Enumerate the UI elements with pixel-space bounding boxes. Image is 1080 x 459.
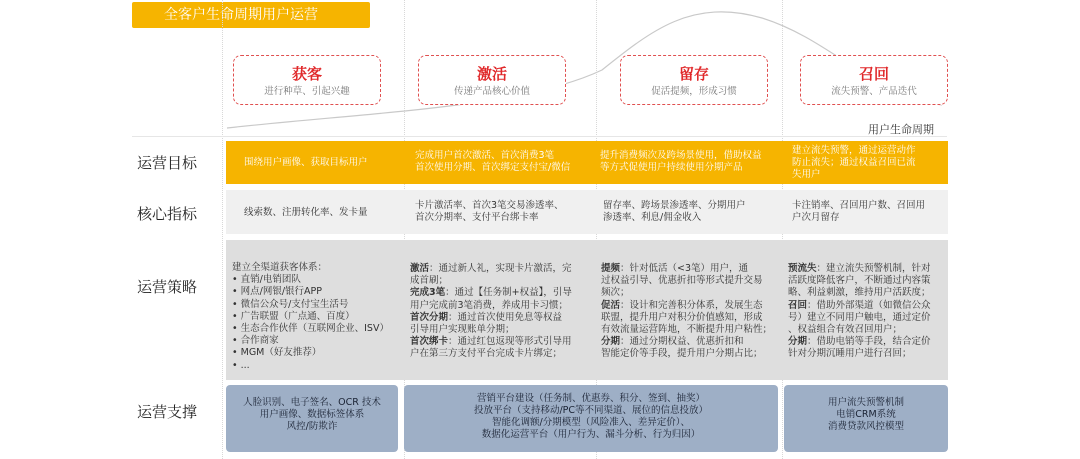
support-line: 消费贷款风控模型 — [827, 421, 904, 432]
goal-line: 等方式促使用户持续使用分期产品 — [600, 162, 743, 173]
goal-line: 失用户 — [792, 169, 821, 180]
stage-subtitle: 进行种草、引起兴趣 — [264, 86, 350, 97]
support-box-acquire — [226, 385, 398, 452]
strategy-block — [788, 263, 948, 275]
stage-recall — [800, 55, 948, 105]
strategy-key: 召回 — [788, 299, 808, 311]
support-line: 用户画像、数据标签体系 — [259, 409, 365, 420]
strategy-block — [410, 263, 595, 275]
strategy-line: 号）建立不同用户触电，通过定价 — [788, 311, 931, 323]
channel-item: • 网点/网银/银行APP — [232, 286, 402, 298]
strategy-line: ：借助外部渠道（如微信公众 — [807, 299, 931, 311]
strategy-key: 首次绑卡 — [410, 336, 449, 348]
strategy-line: 频次； — [601, 287, 630, 299]
strategy-cell-acquire — [232, 262, 402, 372]
channel-item: • 合作商家 — [232, 335, 402, 347]
metric-cell — [603, 200, 781, 224]
metric-cell — [415, 200, 595, 224]
strategy-cell-recall — [788, 263, 948, 361]
support-line: 电销CRM系统 — [836, 409, 896, 420]
strategy-block — [601, 336, 781, 348]
row-label-support: 运营支撑 — [137, 403, 198, 421]
goal-cell — [244, 157, 399, 169]
support-box-activate-retain — [404, 385, 778, 452]
strategy-block — [788, 336, 948, 348]
support-line: 营销平台建设（任务制、优惠券、积分、签到、抽奖） — [476, 393, 705, 404]
strategy-line: ：通过红包返现等形式引导用 — [448, 336, 572, 348]
strategy-line: ：通过分期权益、优惠折扣和 — [620, 336, 744, 348]
row-label-metric: 核心指标 — [137, 205, 198, 223]
stage-retain — [620, 55, 768, 105]
support-box-recall — [784, 385, 948, 452]
strategy-key: 首次分期 — [410, 311, 449, 323]
strategy-block — [601, 263, 781, 275]
channel-item: • 直销/电销团队 — [232, 274, 402, 286]
strategy-key: 分期 — [601, 336, 621, 348]
metric-line: 户次月留存 — [792, 212, 840, 223]
strategy-heading: 建立全渠道获客体系： — [232, 262, 328, 273]
strategy-cell-retain — [601, 263, 781, 361]
strategy-line: ：借助电销等手段，结合定价 — [807, 336, 931, 348]
strategy-block — [788, 300, 948, 312]
channel-item: • ... — [232, 360, 402, 372]
channel-list — [232, 274, 402, 372]
goal-line: 提升消费频次及跨场景使用，借助权益 — [600, 150, 762, 161]
stage-acquire — [233, 55, 381, 105]
strategy-key: 促活 — [601, 299, 621, 311]
stage-activate — [418, 55, 566, 105]
strategy-block — [410, 336, 595, 348]
strategy-line: ：通过新人礼，实现卡片激活，完 — [429, 263, 572, 274]
strategy-line: 、权益组合有效召回用户； — [788, 324, 903, 336]
support-line: 投放平台（支持移动/PC等不同渠道、展位的信息投放） — [473, 405, 709, 416]
stage-subtitle: 传递产品核心价值 — [453, 86, 530, 97]
channel-item: • MGM（好友推荐） — [232, 347, 402, 359]
strategy-key: 完成3笔 — [410, 287, 446, 299]
row-label-strategy: 运营策略 — [137, 278, 198, 296]
stage-subtitle: 促活提频，形成习惯 — [651, 86, 737, 97]
metric-cell — [244, 207, 399, 219]
channel-item: • 微信公众号/支付宝生活号 — [232, 299, 402, 311]
metric-cell — [792, 200, 947, 224]
metric-line: 留存率、跨场景渗透率、分期用户 — [603, 200, 746, 211]
row-label-goal: 运营目标 — [137, 154, 198, 172]
strategy-line: 成首刷； — [410, 275, 449, 287]
strategy-line: 引导用户实现账单分期； — [410, 324, 515, 336]
metric-line: 卡注销率、召回用户数、召回用 — [792, 200, 926, 211]
diagram-title: 全客户生命周期用户运营 — [132, 2, 370, 28]
channel-item: • 生态合作伙伴（互联网企业、ISV） — [232, 323, 402, 335]
support-line: 用户流失预警机制 — [827, 397, 904, 408]
goal-line: 防止流失；通过权益召回已流 — [792, 157, 916, 168]
support-text — [226, 397, 398, 433]
strategy-line: 略、利益刺激，维持用户活跃度； — [788, 287, 931, 299]
goal-line: 围绕用户画像、获取目标用户 — [244, 157, 368, 168]
support-line: 智能化调额/分期模型（风险准入、差异定价）、 — [492, 417, 690, 428]
stage-name: 召回 — [858, 65, 889, 83]
strategy-key: 预流失 — [788, 263, 817, 274]
strategy-line: 针对分期沉睡用户进行召回； — [788, 348, 912, 360]
goal-cell — [600, 150, 780, 174]
strategy-line: 智能定价等手段，提升用户分期占比； — [601, 348, 763, 360]
support-line: 数据化运营平台（用户行为、漏斗分析、行为归因） — [481, 429, 701, 440]
stage-subtitle: 流失预警、产品迭代 — [831, 86, 917, 97]
strategy-line: 联盟，提升用户对积分价值感知，形成 — [601, 311, 763, 323]
goal-line: 建立流失预警，通过运营动作 — [792, 145, 916, 156]
goal-cell — [792, 145, 947, 181]
strategy-line: ：通过【任务制+权益】，引导 — [445, 287, 572, 299]
strategy-key: 分期 — [788, 336, 808, 348]
goal-cell — [415, 150, 595, 174]
strategy-key: 提频 — [601, 263, 621, 274]
stage-name: 获客 — [291, 65, 322, 83]
stage-name: 激活 — [476, 65, 507, 83]
support-text — [404, 393, 778, 441]
channel-item: • 广告联盟（广点通、百度） — [232, 311, 402, 323]
strategy-block — [410, 287, 595, 299]
stage-name: 留存 — [678, 65, 709, 83]
strategy-line: 活跃度降低客户，不断通过内容策 — [788, 275, 931, 287]
metric-line: 线索数、注册转化率、发卡量 — [244, 207, 368, 218]
support-line: 人脸识别、电子签名、OCR 技术 — [243, 397, 381, 408]
strategy-line: 户在第三方支付平台完成卡片绑定； — [410, 348, 563, 360]
strategy-block — [601, 300, 781, 312]
strategy-line: 用户完成前3笔消费，养成用卡习惯； — [410, 299, 569, 311]
metric-line: 卡片激活率、首次3笔交易渗透率、 — [415, 200, 564, 211]
strategy-block — [410, 312, 595, 324]
strategy-key: 激活 — [410, 263, 430, 274]
strategy-line: ：针对低活（<3笔）用户，通 — [620, 263, 749, 274]
strategy-line: ：通过首次使用免息等权益 — [448, 311, 563, 323]
metric-line: 渗透率、利息/佣金收入 — [603, 212, 702, 223]
metric-line: 首次分期率、支付平台绑卡率 — [415, 212, 539, 223]
goal-line: 完成用户首次激活、首次消费3笔 — [415, 150, 555, 161]
strategy-cell-activate — [410, 263, 595, 361]
strategy-line: ：建立流失预警机制，针对 — [816, 263, 931, 274]
goal-line: 首次使用分期、首次绑定支付宝/微信 — [415, 162, 571, 173]
strategy-line: 过权益引导、优惠折扣等形式提升交易 — [601, 275, 763, 287]
strategy-line: 有效流量运营阵地，不断提升用户粘性； — [601, 324, 773, 336]
support-text — [784, 397, 948, 433]
support-line: 风控/防欺诈 — [286, 421, 338, 432]
lifecycle-axis-label: 用户生命周期 — [868, 123, 934, 136]
strategy-line: ：设计和完善积分体系，发展生态 — [620, 299, 763, 311]
